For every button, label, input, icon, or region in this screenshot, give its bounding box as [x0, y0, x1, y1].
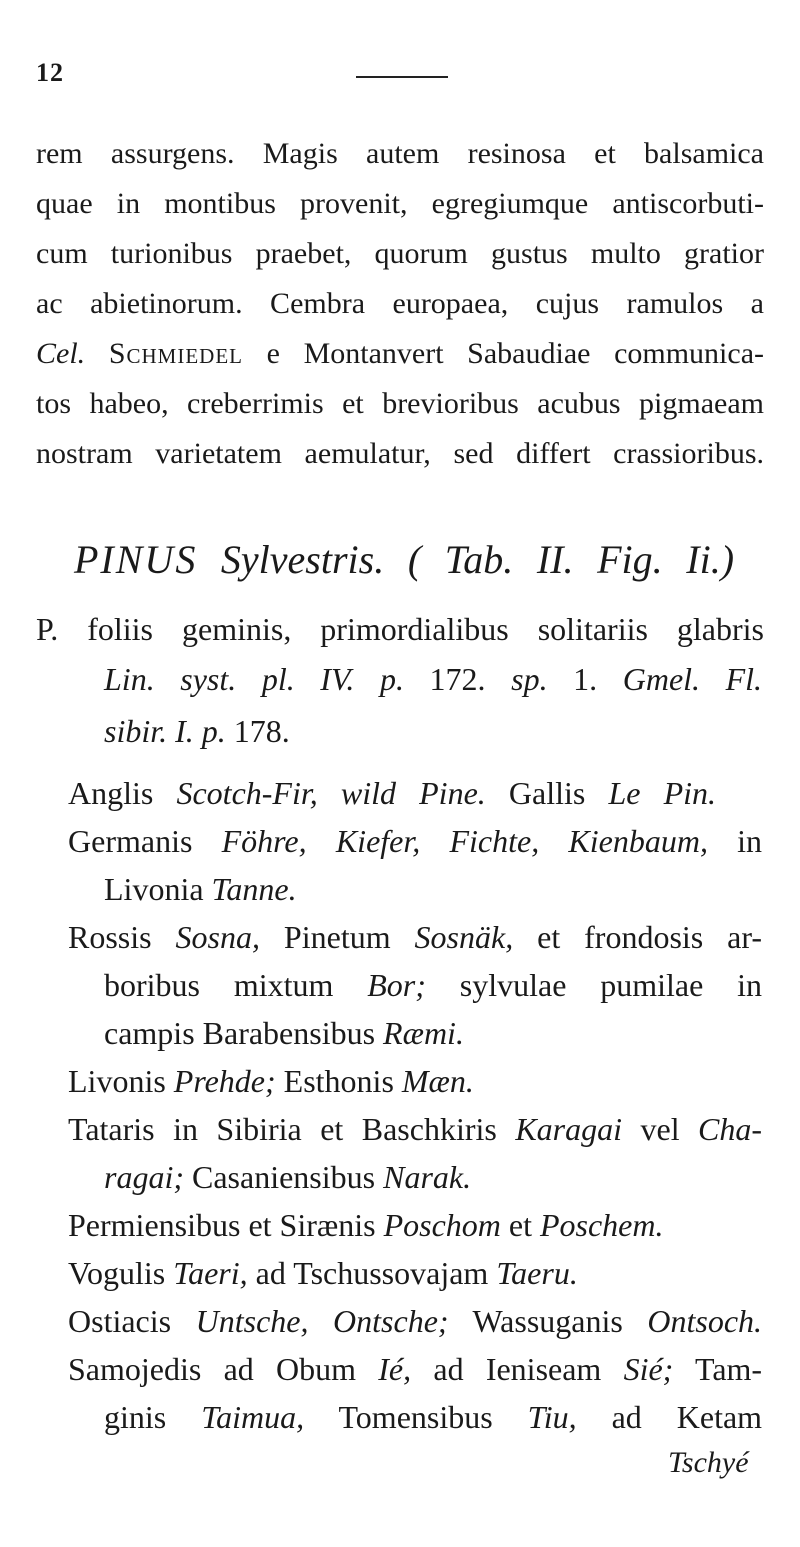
diagnosis-line: P. foliis geminis, primordialibus solitariis glabris	[36, 611, 764, 647]
header-rule	[356, 76, 448, 78]
text-span: Rossis	[68, 919, 152, 955]
names-line	[68, 1350, 762, 1388]
page-number: 12	[36, 58, 64, 87]
text-span: Livonis	[68, 1063, 166, 1099]
text-span: ad Ketam	[611, 1399, 763, 1435]
genus-name: PINUS	[74, 537, 198, 582]
text-span: Tam-	[695, 1351, 763, 1387]
text-span: Mæn.	[401, 1063, 474, 1099]
text-span: Wassuganis	[472, 1303, 623, 1339]
text-span: Untsche,	[195, 1303, 309, 1339]
text-span: ad Ieniseam	[433, 1351, 602, 1387]
abbreviation: Cel.	[36, 337, 86, 370]
text-span: Sosnäk,	[414, 919, 514, 955]
text-line: ac abietinorum. Cembra europaea, cujus ramulos a	[36, 287, 764, 320]
text-span: in	[737, 823, 763, 859]
text-span: Ræmi.	[383, 1015, 464, 1051]
text-span: Ontsoch.	[647, 1303, 763, 1339]
text-span: Sosna,	[175, 919, 260, 955]
text-span: vel	[640, 1111, 680, 1147]
text-span: Casaniensibus	[192, 1159, 376, 1195]
text-line: rem assurgens. Magis autem resinosa et balsamica	[36, 137, 764, 170]
names-line	[68, 918, 762, 956]
diagnosis-line	[104, 660, 762, 698]
text-span: Narak.	[383, 1159, 472, 1195]
text-span: Poschom	[383, 1207, 501, 1243]
text-line: tos habeo, creberrimis et brevioribus acubus pigmaeam	[36, 387, 764, 420]
species-name: Sylvestris.	[220, 537, 385, 582]
text-span: Taeri,	[173, 1255, 248, 1291]
text-span: Pinetum	[283, 919, 391, 955]
names-line	[68, 1062, 474, 1100]
text-span: 1.	[573, 661, 598, 697]
text-span: Prehde;	[173, 1063, 276, 1099]
species-heading	[74, 537, 735, 582]
names-line	[104, 870, 297, 908]
text-line	[36, 336, 764, 372]
text-span: sylvulae pumilae in	[459, 967, 763, 1003]
text-span: Permiensibus et Sirænis	[68, 1207, 376, 1243]
text-span: Ié,	[378, 1351, 412, 1387]
text-span: e Montanvert Sabaudiae communica-	[266, 337, 765, 370]
text-span: Gmel. Fl.	[622, 661, 763, 697]
text-span: Fichte,	[449, 823, 540, 859]
text-span: Esthonis	[283, 1063, 394, 1099]
names-line	[68, 1302, 762, 1340]
text-span: sp.	[511, 661, 548, 697]
text-span: 172.	[429, 661, 486, 697]
text-span: Tataris in Sibiria et Baschkiris	[68, 1111, 497, 1147]
names-line	[104, 1398, 762, 1436]
text-span: Tanne.	[211, 871, 297, 907]
text-span: Taimua,	[201, 1399, 305, 1435]
text-span: Bor;	[367, 967, 426, 1003]
figure-reference: ( Tab. II. Fig. Ii.)	[407, 537, 735, 582]
text-span: Scotch-Fir, wild Pine.	[176, 775, 486, 811]
text-span: sibir. I. p.	[104, 713, 226, 749]
names-line	[68, 774, 716, 812]
text-span: ragai;	[104, 1159, 184, 1195]
text-span: Gallis	[508, 775, 586, 811]
text-span: ad Tschussovajam	[255, 1255, 489, 1291]
text-span: Karagai	[515, 1111, 623, 1147]
text-span: et frondosis ar-	[537, 919, 763, 955]
text-span: Livonia	[104, 871, 204, 907]
text-span: Ostiacis	[68, 1303, 172, 1339]
text-span: Kienbaum,	[568, 823, 708, 859]
text-span: ginis	[104, 1399, 167, 1435]
text-span: Tiu,	[527, 1399, 577, 1435]
names-line	[68, 1110, 762, 1148]
catchword: Tschyé	[668, 1446, 749, 1479]
text-span: Föhre,	[221, 823, 307, 859]
text-span: Samojedis ad Obum	[68, 1351, 357, 1387]
diagnosis-line	[104, 712, 290, 750]
names-line	[68, 1206, 663, 1244]
text-span: campis Barabensibus	[104, 1015, 376, 1051]
text-span: 178.	[233, 713, 290, 749]
text-span: Vogulis	[68, 1255, 166, 1291]
author-name: Schmiedel	[108, 337, 243, 370]
text-span: Sié;	[623, 1351, 674, 1387]
names-line	[68, 1254, 578, 1292]
text-line: nostram varietatem aemulatur, sed differt crassioribus.	[36, 437, 764, 470]
text-span: Ontsche;	[333, 1303, 449, 1339]
text-line: cum turionibus praebet, quorum gustus multo gratior	[36, 237, 764, 270]
text-span: Cha-	[698, 1111, 763, 1147]
names-line	[104, 966, 762, 1004]
names-line	[68, 822, 762, 860]
text-span: Kiefer,	[335, 823, 421, 859]
text-span: et	[508, 1207, 532, 1243]
names-line	[104, 1014, 464, 1052]
text-span: Germanis	[68, 823, 193, 859]
text-span: Lin. syst. pl. IV. p.	[104, 661, 404, 697]
text-line: quae in montibus provenit, egregiumque antiscorbuti-	[36, 187, 764, 220]
text-span: Anglis	[68, 775, 154, 811]
text-span: boribus mixtum	[104, 967, 334, 1003]
text-span: Le Pin.	[608, 775, 717, 811]
text-span: Poschem.	[539, 1207, 664, 1243]
text-span: Tomensibus	[338, 1399, 493, 1435]
text-span: Taeru.	[496, 1255, 578, 1291]
names-line	[104, 1158, 471, 1196]
